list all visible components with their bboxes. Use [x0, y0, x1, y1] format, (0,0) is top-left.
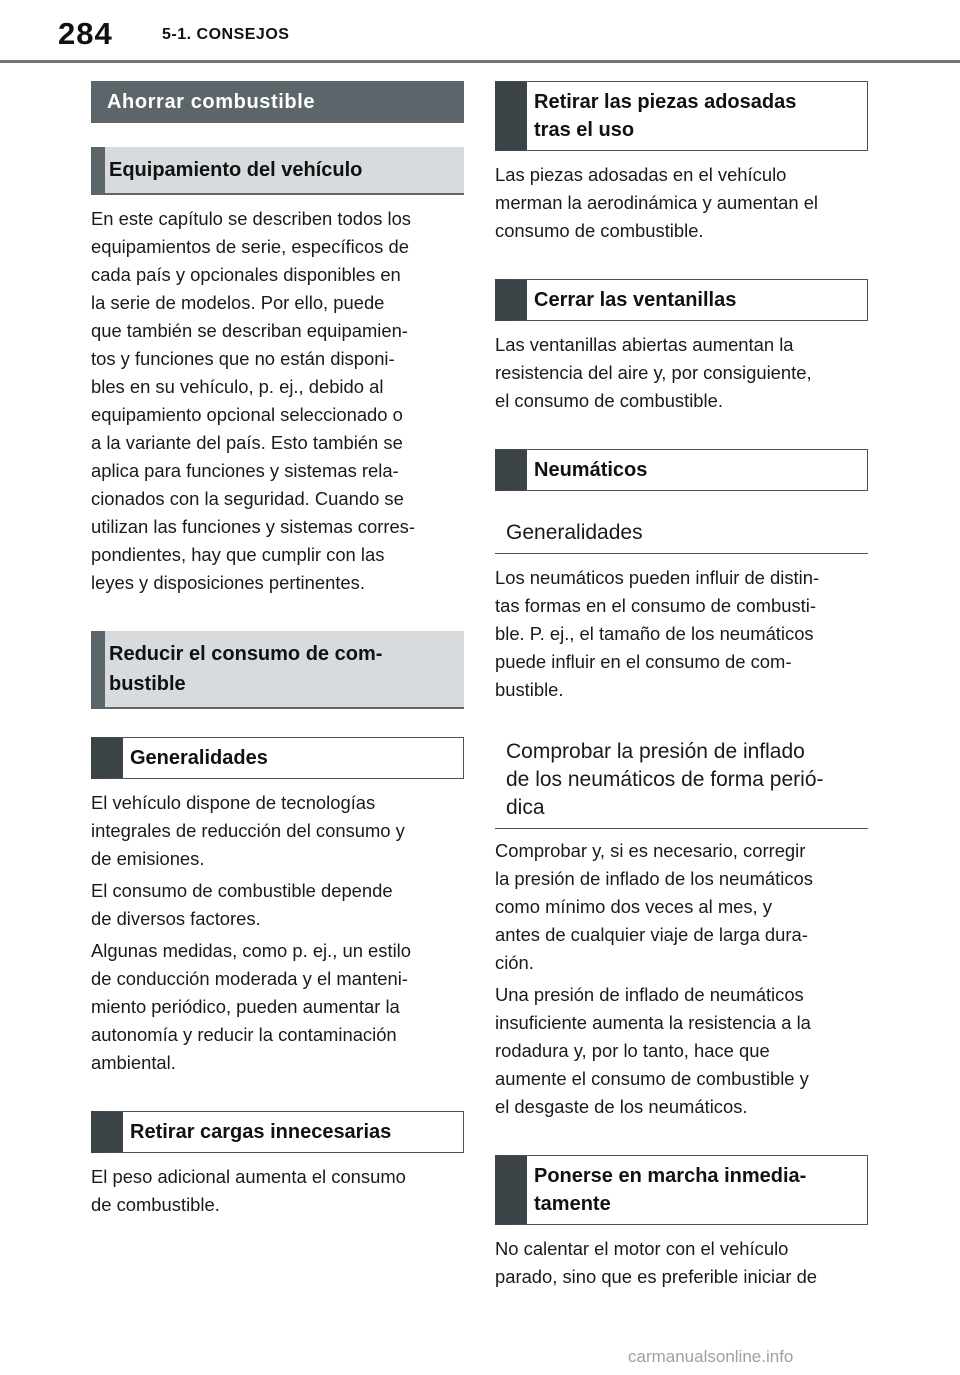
page-header	[0, 0, 960, 66]
watermark: carmanualsonline.info	[628, 1347, 794, 1366]
equipment-text: En este capítulo se describen todos los equipamientos de serie, específicos de cada país y opcionales disponibles en la serie de modelos. Por ello, puede que también se describan equipamien- tos y funciones que no están disponi- bles en su vehículo, p. ej., debido al equipamiento opcional seleccionado o a la variante del país. Esto también se aplica para funciones y sistemas rela- cionados con la seguridad. Cuando se utilizan las funciones y sistemas corres- pondientes, hay que cumplir con las leyes y disposiciones pertinentes.	[91, 208, 416, 593]
general-text: El vehículo dispone de tecnologías integrales de reducción del consumo y de emisiones. El consumo de combustible depende de diversos factores. Algunas medidas, como p. ej., un estilo de conducción moderada y el manteni- miento periódico, pueden aumentar la autonomía y reducir la contaminación ambiental.	[91, 792, 411, 1073]
section-label: 5-1. CONSEJOS	[162, 26, 290, 43]
tyres-general-text: Los neumáticos pueden influir de distin- tas formas en el consumo de combusti- ble. P. ej., el tamaño de los neumáticos puede influir en el consumo de com- bustible.	[495, 567, 820, 700]
chapter-title: Ahorrar combustible	[91, 81, 464, 123]
heading-general: Generalidades	[91, 737, 464, 779]
heading-remove-parts: Retirar las piezas adosadas tras el uso	[495, 81, 868, 151]
tyre-pressure-text: Comprobar y, si es necesario, corregir la presión de inflado de los neumáticos como mínimo dos veces al mes, y antes de cualquier viaje de larga dura- ción. Una presión de inflado de neumáticos insuficiente aumenta la resistencia a la rodadura y, por lo tanto, hace que aumente el consumo de combustible y el desgaste de los neumáticos.	[495, 840, 813, 1117]
windows-text: Las ventanillas abiertas aumentan la resistencia del aire y, por consiguiente, el consumo de combustible.	[495, 334, 812, 411]
start-text: No calentar el motor con el vehículo parado, sino que es preferible iniciar de	[495, 1238, 818, 1287]
loads-text: El peso adicional aumenta el consumo de combustible.	[91, 1166, 406, 1215]
heading-equipment: Equipamiento del vehículo	[91, 147, 464, 195]
subheading-tyre-pressure: Comprobar la presión de inflado de los neumáticos de forma perió- dica	[495, 734, 868, 829]
parts-text: Las piezas adosadas en el vehículo merman la aerodinámica y aumentan el consumo de combustible.	[495, 164, 819, 241]
left-column	[91, 81, 464, 1219]
heading-close-windows: Cerrar las ventanillas	[495, 279, 868, 321]
right-column	[495, 81, 868, 1291]
heading-reduce-consumption: Reducir el consumo de com- bustible	[91, 631, 464, 709]
heading-start-immediately: Ponerse en marcha inmedia- tamente	[495, 1155, 868, 1225]
page-number: 284	[58, 16, 113, 51]
header-rule	[0, 60, 960, 63]
heading-remove-loads: Retirar cargas innecesarias	[91, 1111, 464, 1153]
heading-tyres: Neumáticos	[495, 449, 868, 491]
subheading-tyres-general: Generalidades	[495, 515, 868, 554]
